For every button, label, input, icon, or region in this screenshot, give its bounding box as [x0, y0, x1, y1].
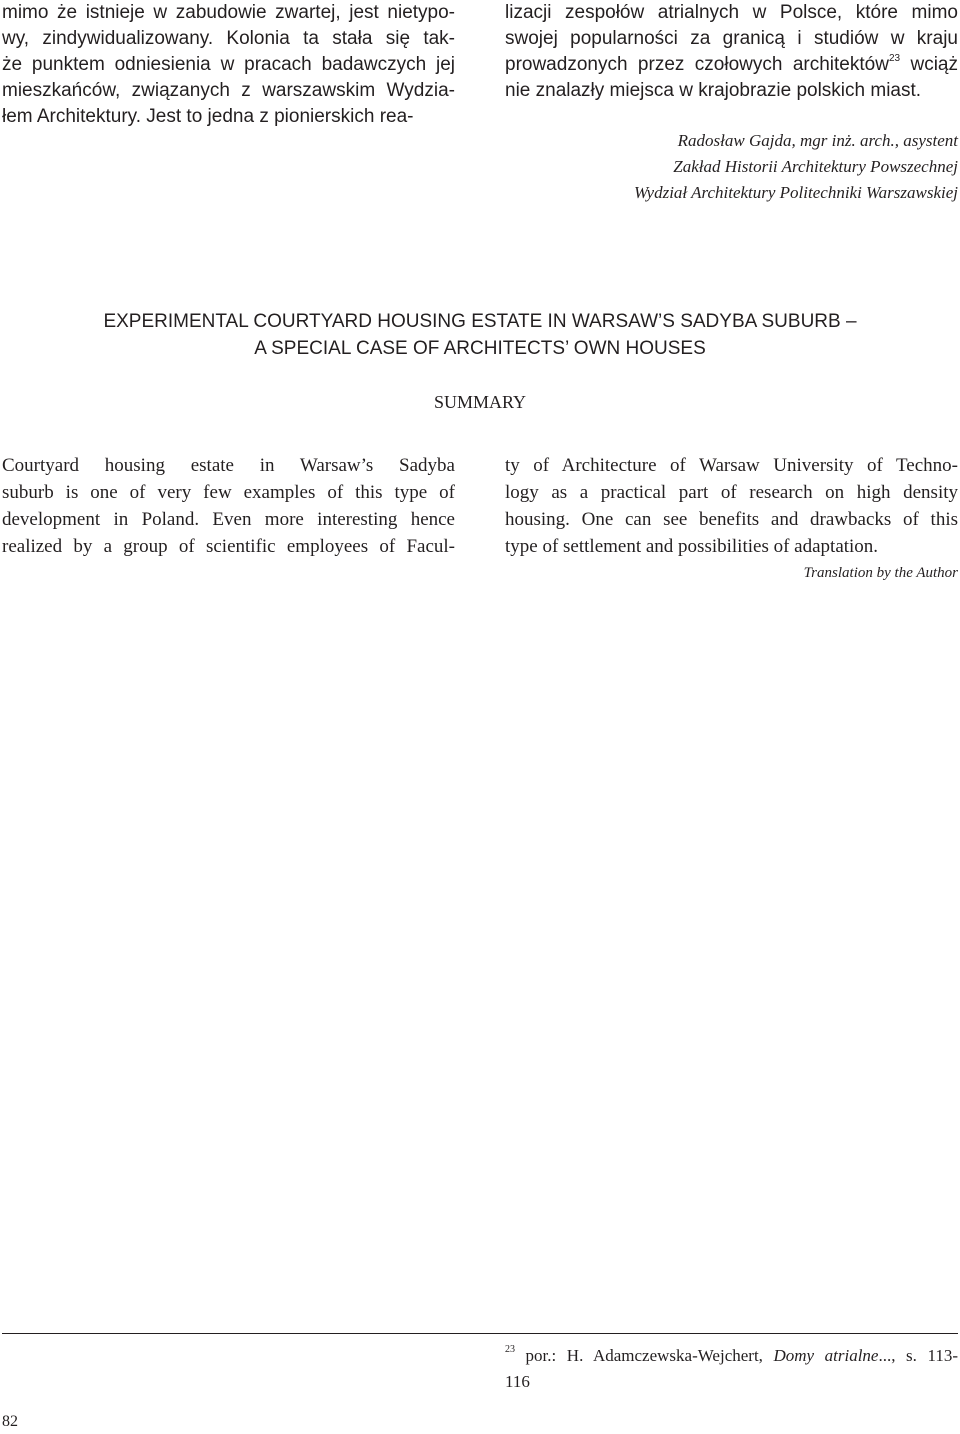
author-name-line: Radosław Gajda, mgr inż. arch., asystent [677, 131, 958, 150]
text-line: łem Architektury. Jest to jedna z pionierskich rea- [2, 106, 414, 127]
text-segment: prowadzonych przez czołowych architektów [505, 54, 889, 75]
summary-right-column [505, 452, 958, 560]
text-line: mieszkańców, związanych z warszawskim Wydzia- [2, 80, 455, 101]
footnote-suffix: ..., s. 113- [878, 1346, 958, 1365]
text-line: wy, zindywidualizowany. Kolonia ta stała się tak- [2, 28, 455, 49]
author-faculty: Wydział Architektury Politechniki Warszawskiej [633, 183, 958, 202]
footnote-prefix: por.: H. Adamczewska-Wejchert, [515, 1346, 774, 1365]
text-segment: wciąż [900, 54, 958, 75]
english-title [0, 308, 960, 362]
summary-line: ty of Architecture of Warsaw University of Techno- [505, 455, 958, 476]
summary-line: Courtyard housing estate in Warsaw’s Sadyba [2, 455, 455, 476]
text-line: lizacji zespołów atrialnych w Polsce, które mimo [505, 2, 958, 23]
translation-credit: Translation by the Author [803, 565, 958, 581]
footnote-number: 23 [505, 1344, 515, 1356]
footnote [505, 1343, 958, 1395]
text-line: swojej popularności za granicą i studiów w kraju [505, 28, 958, 49]
summary-line: logy as a practical part of research on high density [505, 482, 958, 503]
summary-line: development in Poland. Even more interesting hence [2, 509, 455, 530]
polish-text-left-column [2, 0, 455, 130]
english-title-line-2: A SPECIAL CASE OF ARCHITECTS’ OWN HOUSES [254, 338, 706, 359]
english-title-line-1: EXPERIMENTAL COURTYARD HOUSING ESTATE IN WARSAW’S SADYBA SUBURB – [103, 311, 857, 332]
summary-line: realized by a group of scientific employees of Facul- [2, 536, 455, 557]
text-line: mimo że istnieje w zabudowie zwartej, jest nietypo- [2, 2, 455, 23]
page-number: 82 [2, 1413, 18, 1430]
author-department: Zakład Historii Architektury Powszechnej [673, 157, 958, 176]
text-line: że punktem odniesienia w pracach badawczych jej [2, 54, 455, 75]
footnote-reference[interactable]: 23 [888, 52, 901, 64]
footnote-divider [2, 1333, 958, 1334]
footnote-cited-title: Domy atrialne [773, 1346, 879, 1365]
text-line-with-footnote-ref [505, 52, 958, 78]
summary-left-column [2, 452, 455, 560]
summary-heading: SUMMARY [433, 392, 527, 412]
summary-line: housing. One can see benefits and drawbacks of this [505, 509, 958, 530]
footnote-line-1 [505, 1343, 958, 1369]
footnote-line-2: 116 [505, 1372, 530, 1391]
summary-line: type of settlement and possibilities of adaptation. [505, 536, 879, 557]
text-line: nie znalazły miejsca w krajobrazie polskich miast. [505, 80, 922, 101]
summary-line: suburb is one of very few examples of this type of [2, 482, 455, 503]
polish-text-right-column [505, 0, 958, 104]
